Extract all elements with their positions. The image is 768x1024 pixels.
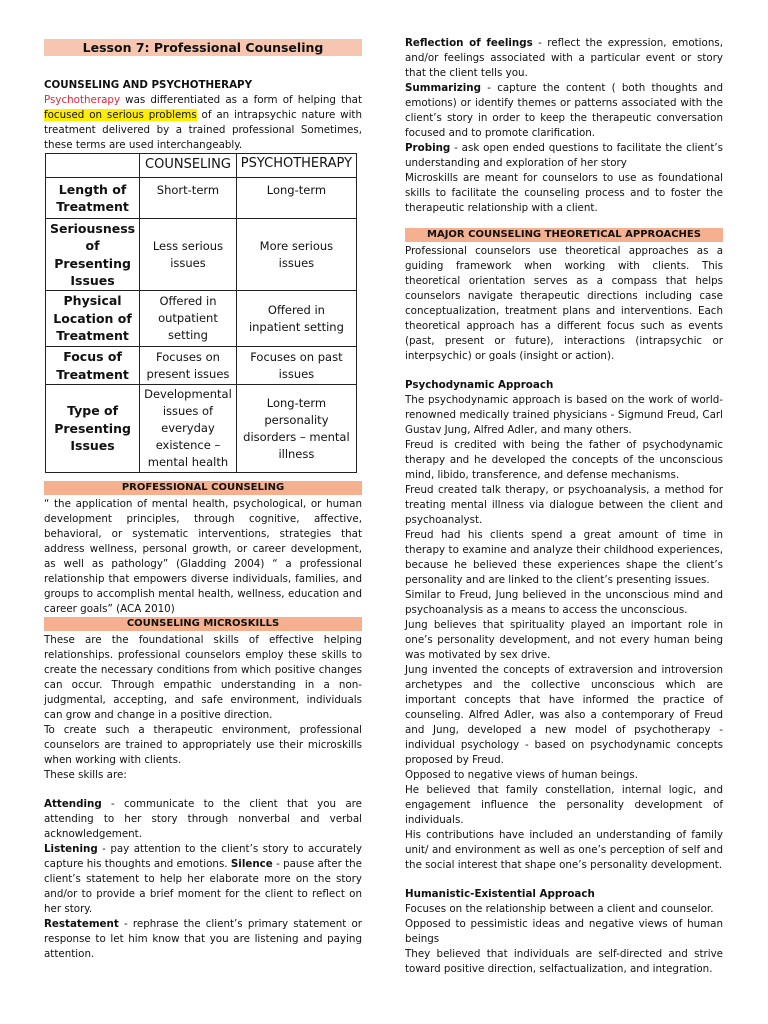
professional-counseling-heading: PROFESSIONAL COUNSELING [44,481,362,495]
psychodynamic-paragraph: Jung believes that spirituality played an important role in one’s personality development, and not every human being was motivated by sex drive. [405,619,723,661]
skill-term: Restatement [44,918,119,930]
table-row [46,347,357,385]
skill-term: Attending [44,798,102,810]
skill-term: Listening [44,843,98,855]
psychotherapy-cell: Long-term [236,178,356,219]
theoretical-approaches-heading: MAJOR COUNSELING THEORETICAL APPROACHES [405,228,723,242]
skill-description: - capture the content ( both thoughts and emotions) or identify themes or patterns associated with the client’s story in order to keep the therapeutic conversation focused and to promote clarification. [405,82,723,139]
skill-term: Probing [405,142,451,154]
skill-description: - communicate to the client that you are attending to her story through nonverbal and verbal acknowledgement. [44,798,362,840]
psychodynamic-paragraph: Freud created talk therapy, or psychoanalysis, a method for treating mental illness via dialogue between the client and psychoanalyst. [405,484,723,526]
header-psychotherapy: PSYCHOTHERAPY [236,154,356,178]
header-counseling: COUNSELING [140,154,237,178]
psychodynamic-paragraph: Similar to Freud, Jung believed in the unconscious mind and psychoanalysis as a means to access the unconscious. [405,589,723,616]
microskills-paragraph: These skills are: [44,769,127,781]
humanistic-paragraph: Opposed to pessimistic ideas and negative views of human beings [405,918,723,945]
skill-term: Summarizing [405,82,481,94]
row-label: Physical Location of Treatment [46,291,140,347]
skill-reflection [405,36,723,81]
microskills-note: Microskills are meant for counselors to use as foundational skills to facilitate the counseling process and to foster the therapeutic relationship with a client. [405,172,723,214]
skill-restatement [44,917,362,962]
skill-attending [44,797,362,842]
psychotherapy-term: Psychotherapy [44,94,121,106]
psychotherapy-cell: Focuses on past issues [236,347,356,385]
right-column [405,36,723,977]
skill-description: - reflect the expression, emotions, and/or feelings associated with a particular event or story that the client tells you. [405,37,723,79]
counseling-cell: Developmental issues of everyday existence – mental health [140,385,237,473]
intro-text-mid: was differentiated as a form of helping that [120,94,362,106]
psychodynamic-paragraph: He believed that family constellation, internal logic, and engagement influence the personality development of individuals. [405,784,723,826]
skill-description: - pay attention to the client’s story to accurately capture his thoughts and emotions. [44,843,362,870]
skill-listening [44,842,362,917]
skill-description: - pause after the client’s statement to help her elaborate more on the story and/or to provide a brief moment for the client to reflect on her story. [44,858,362,915]
psychodynamic-paragraph: Freud had his clients spend a great amount of time in therapy to examine and analyze their childhood experiences, because he believed these experiences shape the client’s personality and are linked to the client’s presenting issues. [405,529,723,586]
psychodynamic-heading: Psychodynamic Approach [405,379,554,391]
counseling-psychotherapy-intro [44,93,362,153]
left-column [44,36,362,962]
counseling-psychotherapy-heading: COUNSELING AND PSYCHOTHERAPY [44,79,253,91]
humanistic-existential-heading: Humanistic-Existential Approach [405,888,595,900]
table-row [46,219,357,291]
skill-description: - rephrase the client’s primary statement or response to let him know that you are listening and paying attention. [44,918,362,960]
counseling-cell: Focuses on present issues [140,347,237,385]
psychodynamic-paragraph: Opposed to negative views of human beings. [405,769,639,781]
skill-summarizing [405,81,723,141]
intro-text-rest: of an intrapsychic nature with treatment delivered by a trained professional Sometimes, these terms are used interchangeably. [44,109,362,151]
psychodynamic-paragraph: Jung invented the concepts of extraversion and introversion archetypes and the collective unconscious which are important concepts that have informed the practice of counseling. Alfred Adler, was also a contemporary of Freud and Jung, developed a new model of psychotherapy - individual psychology - based on psychodynamic concepts proposed by Freud. [405,664,723,766]
humanistic-paragraph: They believed that individuals are self-directed and strive toward positive direction, selfactualization, and integration. [405,948,723,975]
table-corner-cell [46,154,140,178]
psychotherapy-cell: Offered in inpatient setting [236,291,356,347]
table-row [46,291,357,347]
humanistic-paragraph: Focuses on the relationship between a client and counselor. [405,903,714,915]
psychotherapy-cell: More serious issues [236,219,356,291]
table-row [46,385,357,473]
theoretical-approaches-text: Professional counselors use theoretical approaches as a guiding framework when working with clients. This theoretical orientation serves as a compass that helps counselors navigate therapeutic directions including case conceptualization, treatment plans and interventions. Each theoretical approach has a different focus such as events (past, present or future), interactions (intrapsychic or interpsychic) or goals (insight or action). [405,245,723,362]
row-label: Type of Presenting Issues [46,385,140,473]
lesson-title: Lesson 7: Professional Counseling [44,39,362,56]
counseling-cell: Short-term [140,178,237,219]
microskills-paragraph: To create such a therapeutic environment, professional counselors are trained to appropriately use their microskills when working with clients. [44,724,362,766]
highlighted-phrase: focused on serious problems [44,109,197,121]
skill-term: Silence [230,858,273,870]
professional-counseling-text: “ the application of mental health, psychological, or human development principles, through cognitive, affective, behavioral, or systematic interventions, strategies that address wellness, personal growth, or career development, as well as pathology” (Gladding 2004) “ a professional relationship that empowers diverse individuals, families, and groups to accomplish mental health, wellness, education and career goals” (ACA 2010) [44,498,362,615]
row-label: Focus of Treatment [46,347,140,385]
skill-probing [405,141,723,171]
skill-description: - ask open ended questions to facilitate the client’s understanding and exploration of her story [405,142,723,169]
psychotherapy-cell: Long-term personality disorders – mental illness [236,385,356,473]
psychodynamic-paragraph: His contributions have included an understanding of family unit/ and environment as well as one’s perception of self and the social interest that shape one’s personality development. [405,829,723,871]
counseling-cell: Offered in outpatient setting [140,291,237,347]
counseling-microskills-heading: COUNSELING MICROSKILLS [44,617,362,631]
comparison-table [45,153,357,473]
table-row [46,178,357,219]
microskills-paragraph: These are the foundational skills of effective helping relationships. professional counselors employ these skills to create the necessary conditions from which positive changes can occur. Through empathic understanding in a non-judgmental, accepting, and safe environment, individuals can grow and change in a positive direction. [44,634,362,721]
row-label: Length of Treatment [46,178,140,219]
table-header-row [46,154,357,178]
counseling-cell: Less serious issues [140,219,237,291]
psychodynamic-paragraph: The psychodynamic approach is based on the work of world-renowned medically trained physicians - Sigmund Freud, Carl Gustav Jung, Alfred Adler, and many others. [405,394,723,436]
skill-term: Reflection of feelings [405,37,533,49]
row-label: Seriousness of Presenting Issues [46,219,140,291]
psychodynamic-paragraph: Freud is credited with being the father of psychodynamic therapy and he developed the concepts of the unconscious mind, libido, transference, and defense mechanisms. [405,439,723,481]
